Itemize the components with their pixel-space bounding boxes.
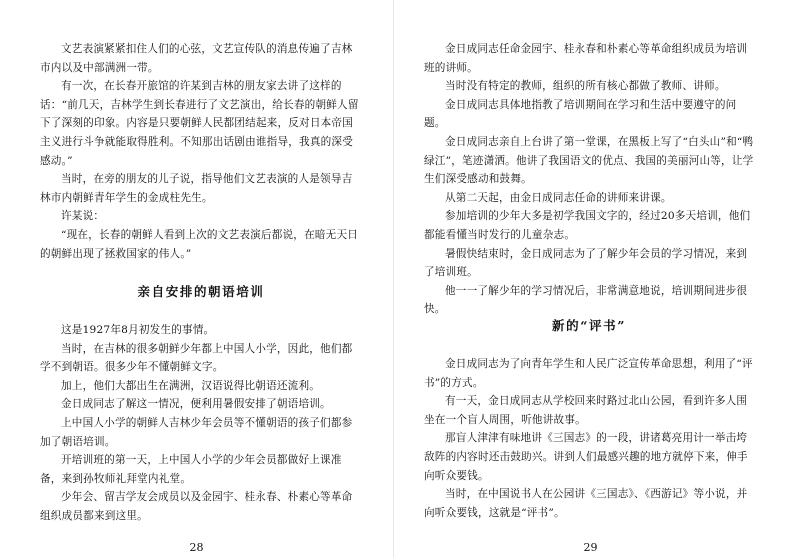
right-bottom-text — [424, 355, 754, 522]
left-top-text — [40, 40, 362, 263]
right-page — [394, 0, 787, 558]
paragraph: 这是1927年8月初发生的事情。 — [61, 324, 215, 336]
paragraph: 参加培训的少年大多是初学我国文字的，经过20多天培训，他们都能看懂当时发行的儿童杂志。 — [424, 210, 751, 241]
paragraph: 那盲人津津有味地讲《三国志》的一段，讲诸葛亮用计一举击垮敌阵的内容时还击鼓助兴。讲到人们最感兴趣的地方就停下来，伸手向听众要钱。 — [424, 432, 748, 482]
paragraph: 当时，在吉林的很多朝鲜少年都上中国人小学，因此，他们都学不到朝语。很多少年不懂朝鲜文字。 — [40, 342, 353, 374]
page-number: 28 — [189, 541, 204, 554]
paragraph: 当时，在旁的朋友的儿子说，指导他们文艺表演的人是领导吉林市内朝鲜青年学生的金成柱先生。 — [40, 173, 353, 204]
left-heading-wrap — [40, 283, 362, 302]
paragraph: “现在，长春的朝鲜人看到上次的文艺表演后都说，在暗无天日的朝鲜出现了拯救国家的伟人。” — [40, 228, 359, 260]
paragraph: 暑假快结束时，金日成同志为了了解少年会员的学习情况，来到了培训班。 — [424, 247, 748, 279]
paragraph: 他一一了解少年的学习情况后，非常满意地说，培训期间进步很快。 — [424, 284, 748, 316]
right-top-text — [424, 40, 754, 319]
paragraph: 金日成同志任命金园宇、桂永春和朴素心等革命组织成员为培训班的讲师。 — [424, 43, 748, 74]
paragraph: 有一次，在长春开旅馆的许某到吉林的朋友家去讲了这样的话：“前几天，吉林学生到长春进行了文艺演出，给长春的朝鲜人留下了深刻的印象。内容是只要朝鲜人民都团结起来，反对日本帝国主义进行斗争就能取得胜利。不知那出话剧由谁指导，我真的深受感动。” — [40, 80, 359, 167]
paragraph: 有一天，金日成同志从学校回来时路过北山公园，看到许多人围坐在一个盲人周围，听他讲故事。 — [424, 395, 748, 426]
paragraph: 从第二天起，由金日成同志任命的讲师来讲课。 — [445, 191, 672, 204]
paragraph: 许某说： — [61, 210, 105, 223]
section-heading: 亲自安排的朝语培训 — [137, 284, 265, 299]
paragraph: 金日成同志亲自上台讲了第一堂课，在黑板上写了“白头山”和“鸭绿江”，笔迹潇洒。他讲了我国语文的优点、我国的美丽河山等，让学生们深受感动和鼓舞。 — [424, 135, 754, 186]
paragraph: 文艺表演紧紧扣住人们的心弦，文艺宣传队的消息传遍了吉林市内以及中部满洲一带。 — [40, 43, 353, 74]
page-number: 29 — [583, 541, 598, 554]
section-heading: 新的“评书” — [552, 318, 626, 333]
paragraph: 加上，他们大都出生在满洲，汉语说得比朝语还流利。 — [61, 379, 321, 392]
paragraph: 上中国人小学的朝鲜人吉林少年会员等不懂朝语的孩子们都参加了朝语培训。 — [40, 416, 353, 448]
left-page — [0, 0, 393, 558]
right-heading-wrap — [424, 317, 754, 336]
paragraph: 当时没有特定的教师，组织的所有核心都做了教师、讲师。 — [445, 80, 726, 93]
paragraph: 金日成同志了解这一情况，便利用暑假安排了朝语培训。 — [61, 398, 331, 411]
paragraph: 少年会、留吉学友会成员以及金园宇、桂永春、朴素心等革命组织成员都来到这里。 — [40, 491, 353, 522]
paragraph: 金日成同志为了向青年学生和人民广泛宣传革命思想，利用了“评书”的方式。 — [424, 358, 753, 389]
paragraph: 开培训班的第一天，上中国人小学的少年会员都做好上课准备，来到孙牧师礼拜堂内礼堂。 — [40, 454, 342, 485]
left-bottom-text — [40, 321, 362, 526]
paragraph: 金日成同志具体地指教了培训期间在学习和生活中要遵守的问题。 — [424, 98, 737, 130]
paragraph: 当时，在中国说书人在公园讲《三国志》、《西游记》等小说，并向听众要钱，这就是“评书”。 — [424, 488, 748, 519]
